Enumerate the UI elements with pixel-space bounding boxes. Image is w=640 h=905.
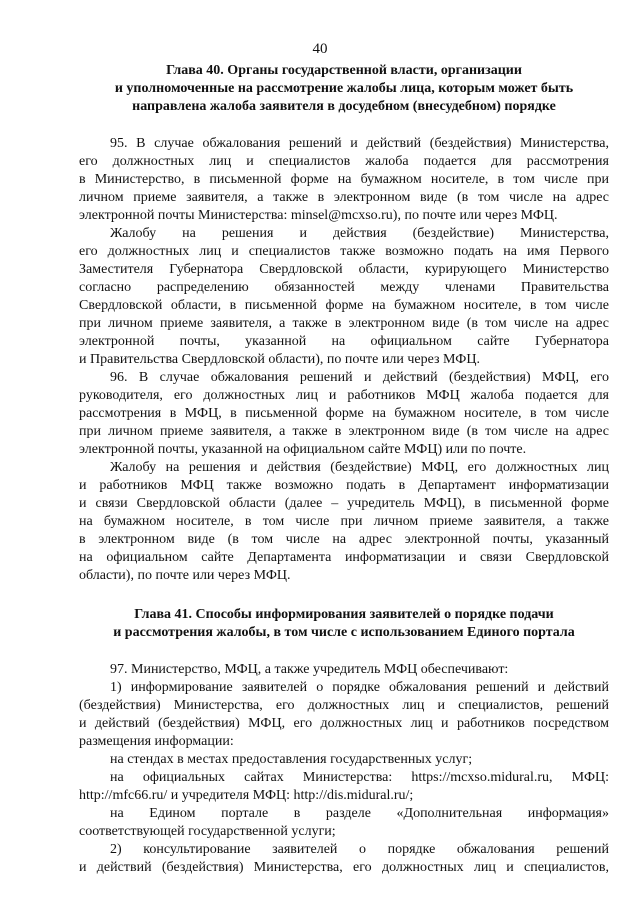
heading-line: Глава 40. Органы государственной власти, организации (166, 63, 522, 78)
heading-line: и рассмотрения жалобы, в том числе с использованием Единого портала (113, 625, 575, 640)
text-line: личном приеме заявителя, а также в электронном виде (в том числе на адрес (79, 190, 609, 205)
paragraph-official-sites (79, 769, 609, 805)
text-line: на бумажном носителе, в том числе при личном приеме заявителя, а также (79, 514, 609, 529)
text-line: 97. Министерство, МФЦ, а также учредитель МФЦ обеспечивают: (110, 662, 509, 677)
paragraph-deputy-governor (79, 225, 609, 369)
text-line: 96. В случае обжалования решений и действий (бездействия) МФЦ, его (110, 370, 609, 385)
text-line: (бездействия) Министерства, его должностных лиц и специалистов, решений (79, 698, 609, 713)
text-line: на Едином портале в разделе «Дополнительная информация» (110, 806, 609, 821)
text-line: согласно распределению обязанностей между членами Правительства (79, 280, 609, 295)
text-line: Свердловской области, в письменной форме на бумажном носителе, в том числе (79, 298, 609, 313)
text-line: электронной почты, указанной на официальном сайте Губернатора (79, 334, 609, 349)
text-line: и действий (бездействия) МФЦ, его должностных лиц и работников посредством (79, 716, 609, 731)
text-line: области), по почте или через МФЦ. (79, 568, 291, 583)
text-line: на официальном сайте Департамента информатизации и связи Свердловской (79, 550, 609, 565)
text-line: электронной почты, указанной на официальном сайте МФЦ) или по почте. (79, 442, 527, 457)
text-line: его должностных лиц и специалистов жалоба подается для рассмотрения (79, 154, 609, 169)
chapter-40-heading (79, 62, 609, 116)
text-line: и работников МФЦ также возможно подать в Департамент информатизации (79, 478, 609, 493)
text-line: соответствующей государственной услуги; (79, 824, 336, 839)
text-line: его должностных лиц и специалистов также возможно подать на имя Первого (79, 244, 609, 259)
heading-line: и уполномоченные на рассмотрение жалобы лица, которым может быть (114, 81, 574, 96)
text-line: и связи Свердловской области (далее – учредитель МФЦ), в письменной форме (79, 496, 609, 511)
text-line: размещения информации: (79, 734, 234, 749)
text-line: 2) консультирование заявителей о порядке обжалования решений (110, 842, 609, 857)
text-line: Жалобу на решения и действия (бездействие) Министерства, (110, 226, 609, 241)
paragraph-unified-portal (79, 805, 609, 841)
text-line: Жалобу на решения и действия (бездействие) МФЦ, его должностных лиц (110, 460, 609, 475)
text-line: на стендах в местах предоставления государственных услуг; (110, 752, 473, 767)
text-line: при личном приеме заявителя, а также в электронном виде (в том числе на адрес (79, 424, 609, 439)
text-line: http://mfc66.ru/ и учредителя МФЦ: http://dis.midural.ru/; (79, 788, 414, 803)
list-item-1 (79, 679, 609, 751)
paragraph-96 (79, 369, 609, 459)
paragraph-97 (79, 661, 609, 679)
text-line: электронной почты Министерства: minsel@mcxso.ru), по почте или через МФЦ. (79, 208, 558, 223)
paragraph-stands (79, 751, 609, 769)
text-line: 95. В случае обжалования решений и действий (бездействия) Министерства, (110, 136, 609, 151)
list-item-2 (79, 841, 609, 877)
text-line: Заместителя Губернатора Свердловской области, курирующего Министерство (79, 262, 609, 277)
chapter-41-heading (79, 606, 609, 642)
text-line: в электронном виде (в том числе на адрес электронной почты, указанный (79, 532, 609, 547)
page-number: 40 (312, 41, 328, 57)
text-line: и Правительства Свердловской области), по почте или через МФЦ. (79, 352, 480, 367)
paragraph-department (79, 459, 609, 585)
text-line: в Министерство, в письменной форме на бумажном носителе, в том числе при (79, 172, 609, 187)
heading-line: Глава 41. Способы информирования заявителей о порядке подачи (134, 607, 554, 622)
text-line: и действий (бездействия) Министерства, его должностных лиц и специалистов, (79, 860, 609, 875)
text-line: при личном приеме заявителя, а также в электронном виде (в том числе на адрес (79, 316, 609, 331)
text-line: рассмотрения в МФЦ, в письменной форме на бумажном носителе, в том числе (79, 406, 609, 421)
text-line: на официальных сайтах Министерства: https://mcxso.midural.ru, МФЦ: (110, 770, 609, 785)
text-line: 1) информирование заявителей о порядке обжалования решений и действий (110, 680, 609, 695)
heading-line: направлена жалоба заявителя в досудебном (внесудебном) порядке (132, 99, 556, 114)
document-content (79, 62, 609, 877)
text-line: руководителя, его должностных лиц и работников МФЦ жалоба подается для (79, 388, 609, 403)
paragraph-95 (79, 135, 609, 225)
